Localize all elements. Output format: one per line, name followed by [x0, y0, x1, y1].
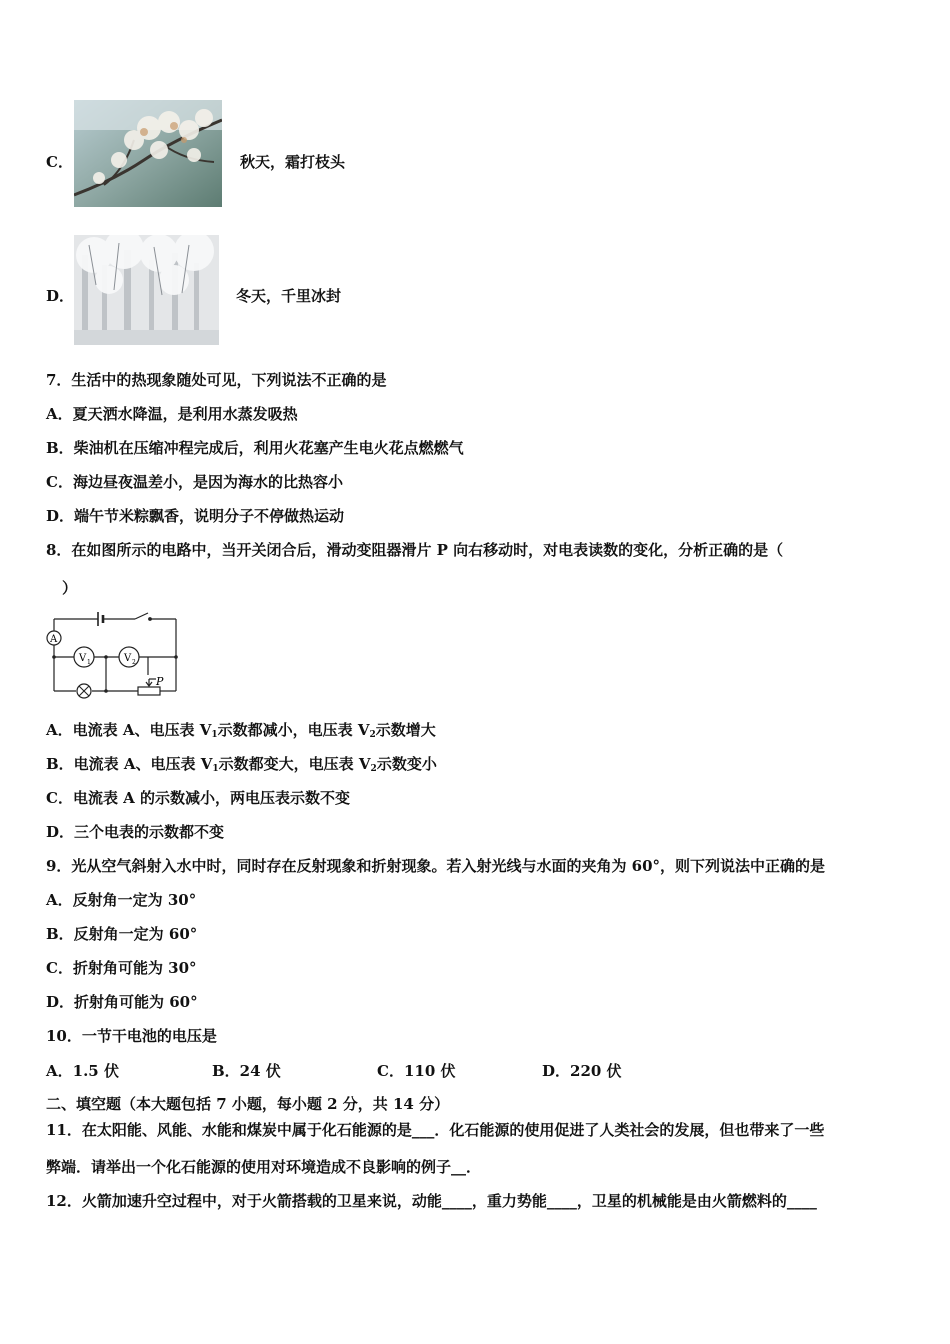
q9-option-b: B．反射角一定为 60°: [46, 925, 198, 943]
q7-option-d: D．端午节米粽飘香，说明分子不停做热运动: [46, 507, 345, 525]
q7-option-a: A．夏天洒水降温，是利用水蒸发吸热: [46, 405, 298, 423]
q8-option-b: B．电流表 A、电压表 $V_1$示数都变大，电压表 $V_2$示数变小: [46, 755, 437, 774]
q10-option-d: D．220 伏: [542, 1062, 622, 1080]
q9-option-d: D．折射角可能为 60°: [46, 993, 198, 1011]
q9-option-a: A．反射角一定为 30°: [46, 891, 197, 909]
q11-line2: 弊端．请举出一个化石能源的使用对环境造成不良影响的例子__．: [46, 1158, 482, 1176]
frost-branch-photo: [74, 100, 222, 207]
q8-stem: 8．在如图所示的电路中，当开关闭合后，滑动变阻器滑片 P 向右移动时，对电表读数的变化，分析正确的是（: [46, 541, 784, 559]
slider-label: P: [156, 675, 164, 688]
option-d-caption: 冬天，千里冰封: [236, 287, 342, 305]
option-c-caption: 秋天，霜打枝头: [240, 153, 346, 171]
q8-option-c: C．电流表 A 的示数减小，两电压表示数不变: [46, 789, 351, 807]
q10-option-a: A．1.5 伏: [46, 1062, 119, 1080]
v1-sub: 1: [87, 659, 91, 666]
q12-line1: 12．火箭加速升空过程中，对于火箭搭载的卫星来说，动能____，重力势能____，卫星的机械能是由火箭燃料的____: [46, 1192, 817, 1210]
section-2-title: 二、填空题（本大题包括 7 小题，每小题 2 分，共 14 分）: [46, 1095, 450, 1113]
q10-stem: 10．一节干电池的电压是: [46, 1027, 217, 1045]
q10-option-c: C．110 伏: [377, 1062, 456, 1080]
q9-option-c: C．折射角可能为 30°: [46, 959, 197, 977]
q8-stem-end: ）: [62, 579, 78, 597]
q10-option-b: B．24 伏: [212, 1062, 281, 1080]
ammeter-label: A: [50, 634, 58, 645]
v1-label: V: [79, 653, 87, 664]
option-c-label: C．: [46, 153, 73, 171]
q10-options: [0, 1060, 950, 1082]
q7-option-b: B．柴油机在压缩冲程完成后，利用火花塞产生电火花点燃燃气: [46, 439, 464, 457]
q8-option-d: D．三个电表的示数都不变: [46, 823, 225, 841]
q11-line1: 11．在太阳能、风能、水能和煤炭中属于化石能源的是___．化石能源的使用促进了人类社会的发展，但也带来了一些: [46, 1121, 825, 1139]
q8-option-a: A．电流表 A、电压表 $V_1$示数都减小，电压表 $V_2$示数增大: [46, 721, 436, 740]
frozen-trees-photo: [74, 235, 219, 345]
q7-option-c: C．海边昼夜温差小，是因为海水的比热容小: [46, 473, 343, 491]
q9-stem: 9．光从空气斜射入水中时，同时存在反射现象和折射现象。若入射光线与水面的夹角为 60°，则下列说法中正确的是: [46, 857, 826, 875]
circuit-diagram: [40, 603, 185, 700]
v2-sub: 2: [132, 659, 136, 666]
option-d-label: D．: [46, 287, 75, 305]
q7-stem: 7．生活中的热现象随处可见，下列说法不正确的是: [46, 371, 387, 389]
v2-label: V: [124, 653, 132, 664]
